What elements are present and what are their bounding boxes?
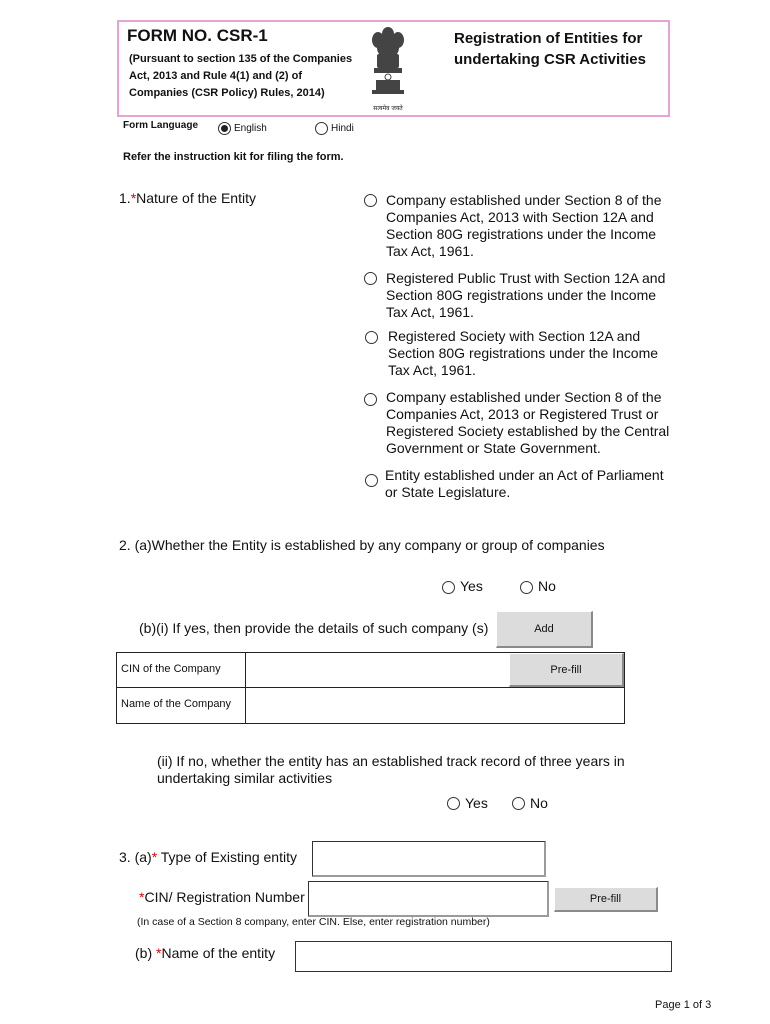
language-hindi-radio[interactable] [315,122,328,135]
instruction-text: Refer the instruction kit for filing the form. [123,151,344,163]
form-title: Registration of Entities for undertaking CSR Activities [454,30,646,68]
q2bii-label: (ii) If no, whether the entity has an established track record of three years in undertaking similar activities [157,753,625,786]
entity-option-3-label: Registered Society with Section 12A and Section 80G registrations under the Income Tax Act, 1961. [388,328,659,378]
form-pursuant-text: (Pursuant to section 135 of the Companies Act, 2013 and Rule 4(1) and (2) of Companies (CSR Policy) Rules, 2014) [129,53,353,99]
q2bi-label: (b)(i) If yes, then provide the details of such company (s) [139,620,489,636]
entity-option-2-label: Registered Public Trust with Section 12A and Section 80G registrations under the Income Tax Act, 1961. [386,270,666,320]
entity-option-3-radio[interactable] [365,331,378,344]
cin-registration-note: (In case of a Section 8 company, enter CIN. Else, enter registration number) [137,916,490,928]
entity-prefill-button[interactable]: Pre-fill [554,887,658,912]
required-marker: * [151,849,158,865]
required-marker: * [139,889,145,905]
cin-registration-label-text: CIN/ Registration Number [144,889,305,905]
q2a-yes-radio[interactable] [442,581,455,594]
entity-name-input[interactable] [295,941,672,972]
q2a-label: 2. (a)Whether the Entity is established by any company or group of companies [119,537,605,553]
company-cin-input[interactable] [248,655,506,685]
q3a-prefix: 3. (a) [119,849,152,865]
q2a-no-radio[interactable] [520,581,533,594]
q2bii-yes-label: Yes [465,795,488,811]
national-emblem-icon [366,24,410,116]
company-name-label: Name of the Company [121,698,232,710]
q1-number: 1. [119,190,131,206]
add-company-button[interactable]: Add [496,611,593,648]
q3b-label-text: Name of the entity [161,945,276,961]
cin-registration-input[interactable] [308,881,549,917]
required-marker: * [156,945,162,961]
q3b-label [135,945,275,961]
q1-label-text: Nature of the Entity [136,190,256,206]
q2a-yes-label: Yes [460,578,483,594]
company-cin-label: CIN of the Company [121,663,221,675]
entity-option-2-radio[interactable] [364,272,377,285]
q3b-prefix: (b) [135,945,156,961]
entity-option-1-label: Company established under Section 8 of the Companies Act, 2013 with Section 12A and Section 80G registrations under the Income Tax Act, 1961. [386,192,662,259]
q2bii-no-radio[interactable] [512,797,525,810]
required-marker: * [130,190,137,206]
form-language-label: Form Language [123,120,199,131]
q3a-label-text: Type of Existing entity [157,849,297,865]
company-prefill-button[interactable]: Pre-fill [509,653,624,687]
q2bii-yes-radio[interactable] [447,797,460,810]
form-number: FORM NO. CSR-1 [127,26,268,45]
language-english-radio[interactable] [218,122,231,135]
q2a-no-label: No [538,578,556,594]
entity-type-input[interactable] [312,841,546,877]
cin-registration-label [139,889,305,905]
entity-option-5-radio[interactable] [365,474,378,487]
entity-option-4-radio[interactable] [364,393,377,406]
company-name-input[interactable] [248,690,622,721]
entity-option-1-radio[interactable] [364,194,377,207]
page-number: Page 1 of 3 [655,999,712,1011]
q1-label [119,190,256,206]
entity-option-5-label: Entity established under an Act of Parliament or State Legislature. [385,467,664,500]
language-hindi-label: Hindi [331,123,354,134]
q2bii-no-label: No [530,795,548,811]
emblem-motto: सत्यमेव जयते [373,105,403,112]
q3a-label [119,849,297,865]
language-english-label: English [234,123,267,134]
entity-option-4-label: Company established under Section 8 of the Companies Act, 2013 or Registered Trust or Registered Society established by the Central Government or State Government. [386,389,670,456]
